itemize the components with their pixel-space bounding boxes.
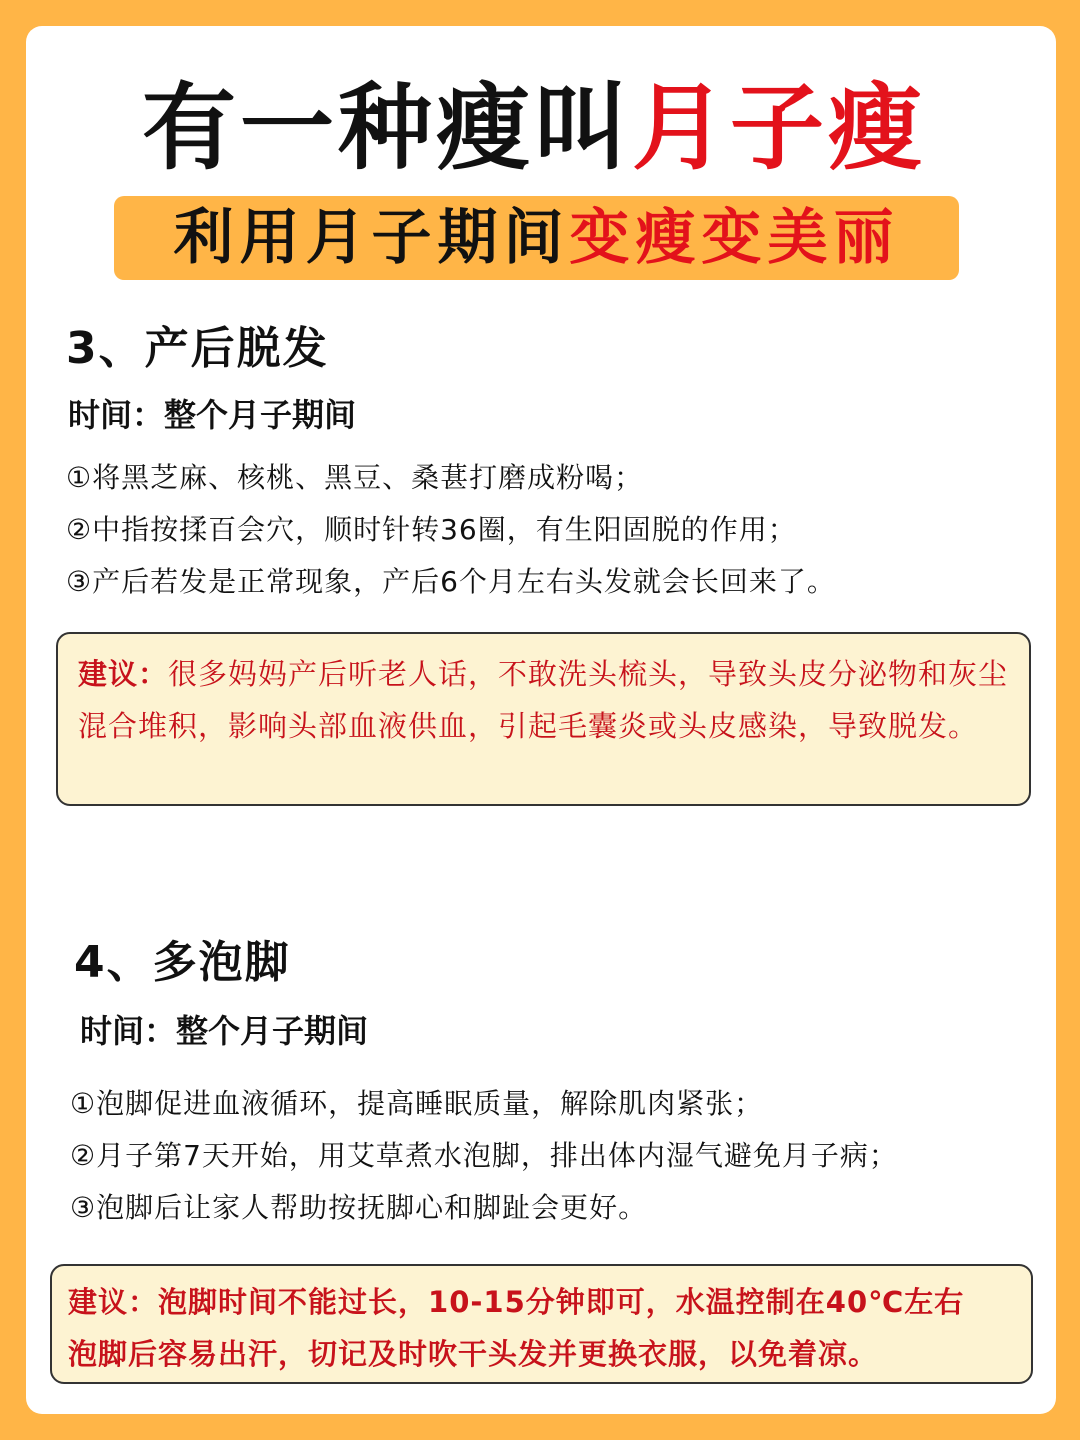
title-red-part: 月子瘦 xyxy=(632,74,927,183)
list-item: ①将黑芝麻、核桃、黑豆、桑葚打磨成粉喝； xyxy=(66,461,644,494)
advice-text: 泡脚时间不能过长，10-15分钟即可，水温控制在40℃左右 xyxy=(158,1285,965,1319)
advice-line xyxy=(68,1276,1015,1328)
list-item: ②月子第7天开始，用艾草煮水泡脚，排出体内湿气避免月子病； xyxy=(70,1139,898,1172)
advice-line: 泡脚后容易出汗，切记及时吹干头发并更换衣服，以免着凉。 xyxy=(68,1337,879,1371)
advice-lead: 建议： xyxy=(68,1285,159,1319)
content-card xyxy=(26,26,1056,1414)
list-item: ①泡脚促进血液循环，提高睡眠质量，解除肌肉紧张； xyxy=(70,1087,764,1120)
subtitle-red-part: 变瘦变美丽 xyxy=(569,203,900,273)
list-item: ③产后若发是正常现象，产后6个月左右头发就会长回来了。 xyxy=(66,565,836,598)
title-black-part: 有一种瘦叫 xyxy=(141,74,632,183)
advice-box-foot-soak xyxy=(50,1264,1033,1384)
page-subtitle-banner xyxy=(114,196,959,280)
section-heading-hair-loss: 3、产后脱发 xyxy=(66,323,329,374)
subtitle-black-part: 利用月子期间 xyxy=(173,203,570,273)
advice-text: 很多妈妈产后听老人话，不敢洗头梳头，导致头皮分泌物和灰尘混合堆积，影响头部血液供血，引起毛囊炎或头皮感染，导致脱发。 xyxy=(78,657,1009,743)
advice-lead: 建议： xyxy=(78,657,169,691)
page-title xyxy=(26,74,1042,184)
advice-box-hair-loss xyxy=(56,632,1031,806)
section-time-hair-loss: 时间：整个月子期间 xyxy=(68,396,357,434)
list-item: ③泡脚后让家人帮助按抚脚心和脚趾会更好。 xyxy=(70,1191,648,1224)
section-heading-foot-soak: 4、多泡脚 xyxy=(74,937,291,988)
section-time-foot-soak: 时间：整个月子期间 xyxy=(80,1012,369,1050)
list-item: ②中指按揉百会穴，顺时针转36圈，有生阳固脱的作用； xyxy=(66,513,797,546)
